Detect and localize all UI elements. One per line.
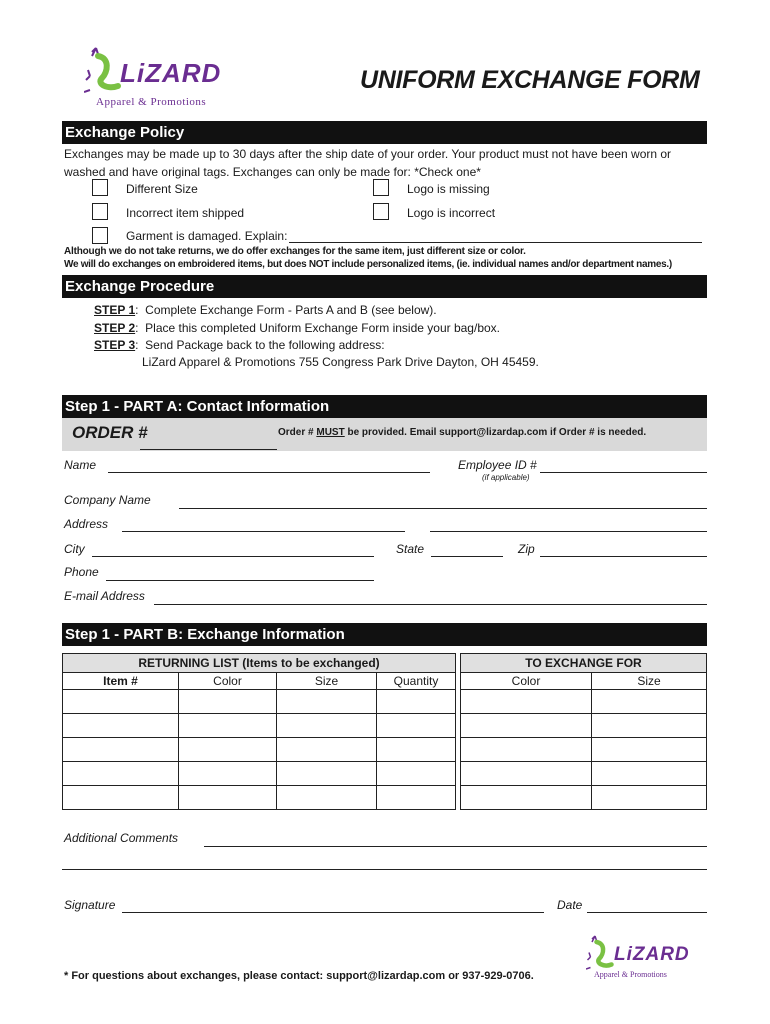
- step-2: STEP 2: Place this completed Uniform Exchange Form inside your bag/box.: [94, 321, 500, 335]
- cell[interactable]: [277, 690, 377, 714]
- phone-label: Phone: [64, 565, 99, 579]
- cell[interactable]: [63, 714, 179, 738]
- comments-label: Additional Comments: [64, 831, 179, 845]
- order-note-must: MUST: [316, 427, 345, 438]
- label-damaged: Garment is damaged. Explain:: [126, 229, 288, 243]
- name-label: Name: [64, 458, 97, 472]
- label-different-size: Different Size: [126, 182, 198, 196]
- cell[interactable]: [592, 690, 707, 714]
- zip-field[interactable]: [540, 556, 707, 557]
- step-3-text: Send Package back to the following address:: [145, 338, 385, 352]
- comments-field-1[interactable]: [204, 846, 707, 847]
- part-a-heading: Step 1 - PART A: Contact Information: [62, 395, 707, 418]
- lizard-icon: [586, 934, 616, 974]
- brand-logo-bottom: [586, 934, 706, 982]
- cell[interactable]: [377, 714, 456, 738]
- policy-note-2: We will do exchanges on embroidered items, but does NOT include personalized items, (ie. individual names and/or department names.): [64, 259, 672, 270]
- cell[interactable]: [179, 738, 277, 762]
- table-row: [63, 714, 707, 738]
- cell[interactable]: [179, 762, 277, 786]
- phone-field[interactable]: [106, 580, 374, 581]
- order-label: ORDER #: [72, 423, 148, 442]
- damaged-explain-field[interactable]: [289, 242, 702, 243]
- return-address: LiZard Apparel & Promotions 755 Congress Park Drive Dayton, OH 45459.: [142, 355, 539, 369]
- cell[interactable]: [592, 786, 707, 810]
- comments-field-2[interactable]: [62, 869, 707, 870]
- order-note-post: be provided. Email support@lizardap.com if Order # is needed.: [347, 427, 647, 438]
- table-row: [63, 762, 707, 786]
- cell[interactable]: [592, 714, 707, 738]
- cell[interactable]: [277, 738, 377, 762]
- footer-contact: * For questions about exchanges, please contact: support@lizardap.com or 937-929-0706.: [64, 970, 534, 982]
- part-b-heading: Step 1 - PART B: Exchange Information: [62, 623, 707, 646]
- name-field[interactable]: [108, 472, 430, 473]
- cell[interactable]: [277, 714, 377, 738]
- if-applicable-note: (if applicable): [482, 473, 530, 482]
- returning-list-header: RETURNING LIST (Items to be exchanged): [63, 654, 456, 673]
- cell[interactable]: [377, 738, 456, 762]
- cell[interactable]: [377, 762, 456, 786]
- col-size: Size: [277, 673, 377, 690]
- cell[interactable]: [63, 762, 179, 786]
- city-label: City: [64, 542, 85, 556]
- step-1: STEP 1: Complete Exchange Form - Parts A and B (see below).: [94, 303, 437, 317]
- cell[interactable]: [461, 714, 592, 738]
- cell[interactable]: [63, 690, 179, 714]
- order-note: [278, 427, 646, 438]
- city-field[interactable]: [92, 556, 374, 557]
- checkbox-different-size[interactable]: [92, 179, 108, 196]
- company-label: Company Name: [64, 493, 151, 507]
- table-row: [63, 738, 707, 762]
- table-row: [63, 690, 707, 714]
- label-incorrect-item: Incorrect item shipped: [126, 206, 245, 220]
- step-1-label: STEP 1: [94, 303, 136, 317]
- cell[interactable]: [277, 762, 377, 786]
- brand-name: LiZARD: [120, 58, 222, 88]
- cell[interactable]: [461, 690, 592, 714]
- cell[interactable]: [461, 786, 592, 810]
- cell[interactable]: [461, 762, 592, 786]
- col-exchange-size: Size: [592, 673, 707, 690]
- signature-field[interactable]: [122, 912, 544, 913]
- cell[interactable]: [592, 762, 707, 786]
- policy-note-1: Although we do not take returns, we do offer exchanges for the same item, just different size or color.: [64, 246, 526, 257]
- cell[interactable]: [179, 714, 277, 738]
- cell[interactable]: [63, 786, 179, 810]
- address-field-1[interactable]: [122, 531, 405, 532]
- col-exchange-color: Color: [461, 673, 592, 690]
- brand-tagline: Apparel & Promotions: [96, 96, 207, 108]
- cell[interactable]: [592, 738, 707, 762]
- cell[interactable]: [63, 738, 179, 762]
- step-2-label: STEP 2: [94, 321, 136, 335]
- exchange-table: [62, 653, 707, 810]
- policy-line-2: washed and have original tags. Exchanges can only be made for: *Check one*: [64, 165, 481, 179]
- label-logo-missing: Logo is missing: [407, 182, 490, 196]
- checkbox-logo-incorrect[interactable]: [373, 203, 389, 220]
- brand-logo-top: [84, 46, 244, 110]
- employee-id-field[interactable]: [540, 472, 707, 473]
- checkbox-incorrect-item[interactable]: [92, 203, 108, 220]
- step-3-label: STEP 3: [94, 338, 136, 352]
- email-field[interactable]: [154, 604, 707, 605]
- checkbox-logo-missing[interactable]: [373, 179, 389, 196]
- cell[interactable]: [461, 738, 592, 762]
- state-field[interactable]: [431, 556, 503, 557]
- step-2-text: Place this completed Uniform Exchange Form inside your bag/box.: [145, 321, 500, 335]
- cell[interactable]: [377, 690, 456, 714]
- exchange-for-header: TO EXCHANGE FOR: [461, 654, 707, 673]
- step-3: STEP 3: Send Package back to the following address:: [94, 338, 385, 352]
- order-note-pre: Order #: [278, 427, 314, 438]
- col-item: Item #: [63, 673, 179, 690]
- col-color: Color: [179, 673, 277, 690]
- state-label: State: [396, 542, 425, 556]
- address-label: Address: [64, 517, 109, 531]
- col-quantity: Quantity: [377, 673, 456, 690]
- table-row: [63, 786, 707, 810]
- employee-id-label: Employee ID #: [458, 458, 537, 472]
- signature-label: Signature: [64, 898, 116, 912]
- step-1-text: Complete Exchange Form - Parts A and B (see below).: [145, 303, 437, 317]
- cell[interactable]: [277, 786, 377, 810]
- date-field[interactable]: [587, 912, 707, 913]
- zip-label: Zip: [518, 542, 535, 556]
- cell[interactable]: [179, 690, 277, 714]
- brand-name-bottom: LiZARD: [614, 944, 690, 965]
- address-field-2[interactable]: [430, 531, 707, 532]
- checkbox-damaged[interactable]: [92, 227, 108, 244]
- cell[interactable]: [377, 786, 456, 810]
- procedure-heading: Exchange Procedure: [62, 275, 707, 298]
- brand-tagline-bottom: Apparel & Promotions: [594, 970, 667, 979]
- label-logo-incorrect: Logo is incorrect: [407, 206, 496, 220]
- company-field[interactable]: [179, 508, 707, 509]
- cell[interactable]: [179, 786, 277, 810]
- policy-heading: Exchange Policy: [62, 121, 707, 144]
- order-number-field[interactable]: [140, 449, 277, 450]
- policy-line-1: Exchanges may be made up to 30 days after the ship date of your order. Your product must not have been worn or: [64, 147, 672, 161]
- page-title: UNIFORM EXCHANGE FORM: [360, 66, 700, 94]
- email-label: E-mail Address: [64, 589, 145, 603]
- date-label: Date: [557, 898, 583, 912]
- lizard-icon: [84, 46, 124, 98]
